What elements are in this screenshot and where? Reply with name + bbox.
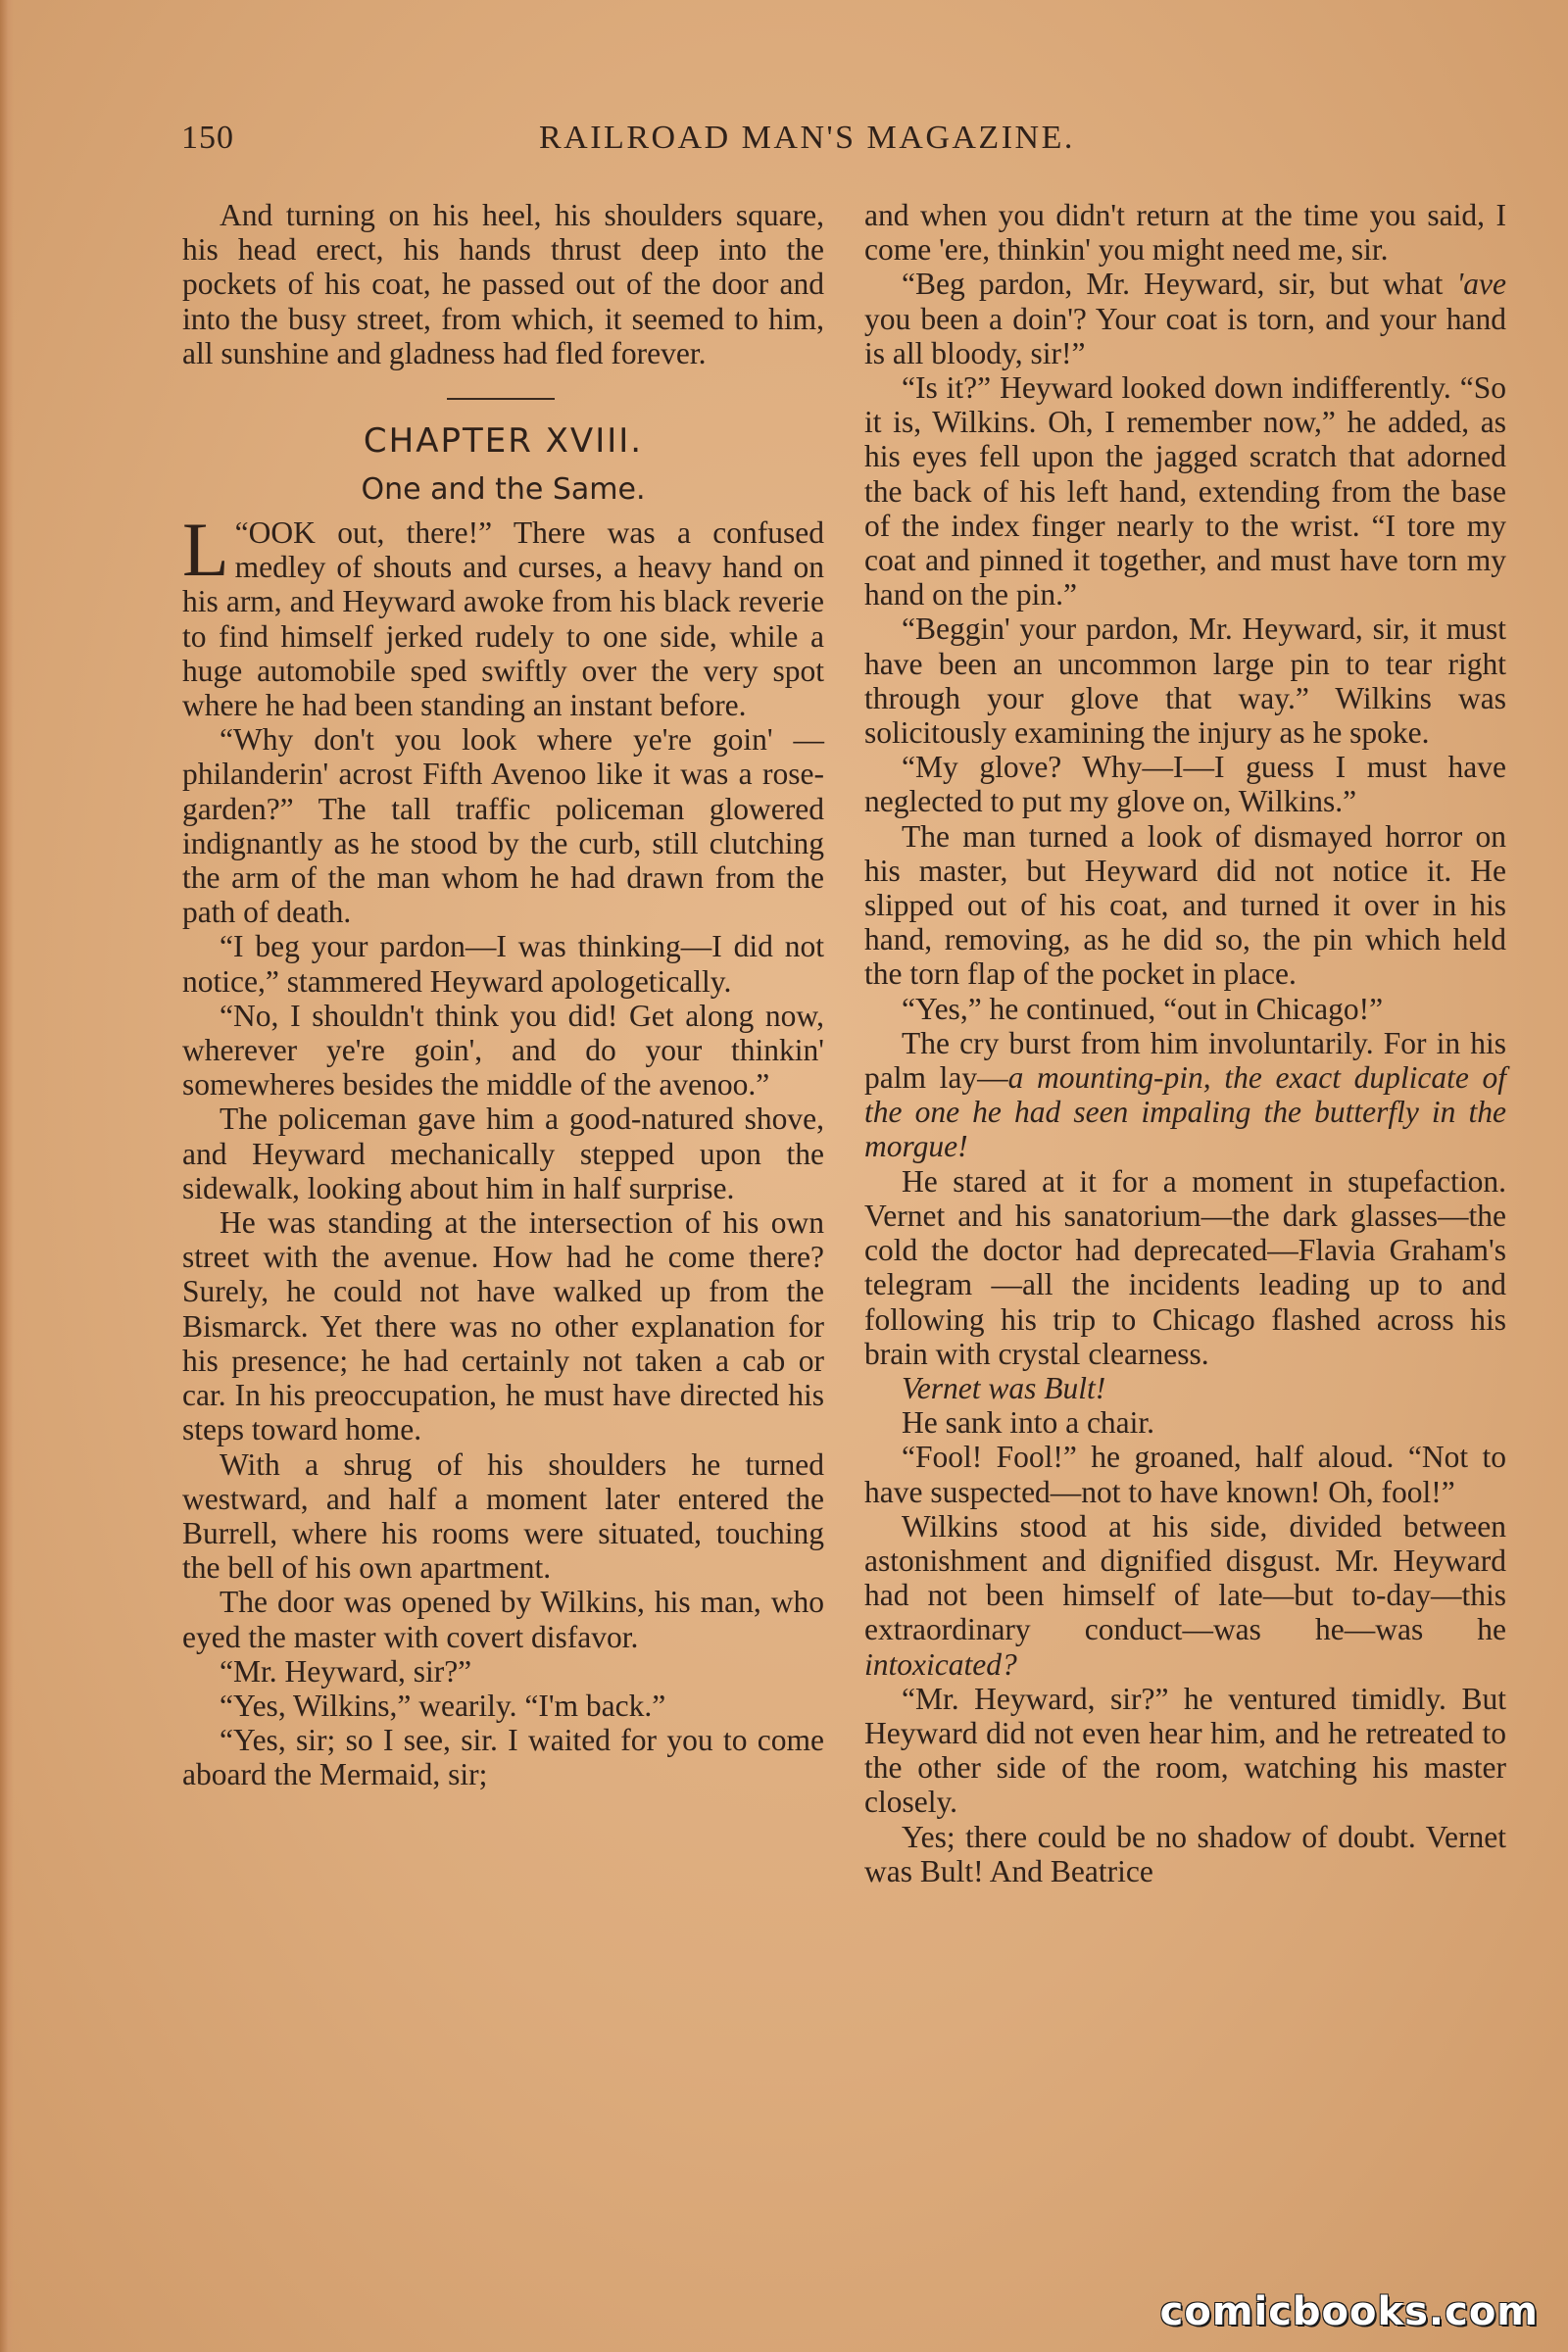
chapter-title: CHAPTER XVIII. — [363, 421, 644, 462]
right-column — [864, 198, 1506, 1888]
paragraph: “No, I shouldn't think you did! Get along now, wherever ye're goin', and do your thinkin' somewheres besides the middle of the avenoo.” — [182, 998, 824, 1102]
paragraph — [864, 267, 1506, 370]
opening-quote: “ — [234, 515, 249, 551]
paragraph: “Why don't you look where ye're goin' —philanderin' acrost Fifth Avenoo like it was a rose-garden?” The tall traffic policeman glowered indignantly as he stood by the curb, still clutching the arm of the man whom he had drawn from the path of death. — [182, 722, 824, 930]
paragraph: “Yes, sir; so I see, sir. I waited for you to come aboard the Mermaid, sir; — [182, 1723, 824, 1792]
page-number: 150 — [181, 120, 234, 156]
paragraph — [864, 1371, 1506, 1405]
paragraph: Yes; there could be no shadow of doubt. Vernet was Bult! And Beatrice — [864, 1819, 1506, 1888]
italic-text: 'ave — [1456, 267, 1506, 302]
section-divider — [182, 370, 824, 417]
paragraph: and when you didn't return at the time you said, I come 'ere, thinkin' you might need me, sir. — [864, 198, 1506, 268]
left-column — [182, 198, 824, 1792]
dropcap-paragraph-text: OOK out, there!” There was a confused medley of shouts and curses, a heavy hand on his arm, and Heyward awoke from his black reverie to find himself jerked rudely to one side, while a huge automobile sped swiftly over the very spot where he had been standing an instant before. — [182, 515, 824, 723]
paragraph: And turning on his heel, his shoulders square, his head erect, his hands thrust deep into the pockets of his coat, he passed out of the door and into the busy street, from which, it seemed to him, all sunshine and gladness had fled forever. — [182, 198, 824, 370]
page-spine-shadow — [0, 0, 14, 2352]
text-run: The cry burst from him involuntarily. For in his palm lay— — [864, 1025, 1506, 1096]
paragraph: “Yes,” he continued, “out in Chicago!” — [902, 991, 1384, 1026]
paragraph: “Is it?” Heyward looked down indifferently. “So it is, Wilkins. Oh, I remember now,” he added, as his eyes fell upon the jagged scratch that adorned the back of his left hand, extending from the base of the index finger nearly to the wrist. “I tore my coat and pinned it together, and must have torn my hand on the pin.” — [864, 370, 1506, 612]
paragraph: “My glove? Why—I—I guess I must have neglected to put my glove on, Wilkins.” — [864, 750, 1506, 819]
paragraph: He was standing at the intersection of his own street with the avenue. How had he come there? Surely, he could not have walked up from the Bismarck. Yet there was no other explanation for his presence; he had certainly not taken a cab or car. In his preoccupation, he must have directed his steps toward home. — [182, 1205, 824, 1447]
paragraph: “I beg your pardon—I was thinking—I did not notice,” stammered Heyward apologetically. — [182, 929, 824, 999]
text-run: you been a doin'? Your coat is torn, and your hand is all bloody, sir!” — [864, 301, 1506, 370]
italic-text: Vernet was Bult! — [902, 1370, 1106, 1405]
text-run: Wilkins stood at his side, divided between astonishment and dignified disgust. Mr. Heyward had not been himself of late—but to-day—this extraordinary conduct—was he—was he — [864, 1508, 1506, 1647]
paragraph — [864, 1026, 1506, 1164]
watermark-logo: comicbooks.com — [1159, 2289, 1539, 2334]
text-run: “Beg pardon, Mr. Heyward, sir, but what — [902, 267, 1457, 302]
paragraph: “Mr. Heyward, sir?” he ventured timidly. But Heyward did not even hear him, and he retreated to the other side of the room, watching his master closely. — [864, 1681, 1506, 1820]
drop-cap: L — [182, 507, 229, 593]
paragraph: “Mr. Heyward, sir?” — [220, 1653, 472, 1689]
paragraph: The door was opened by Wilkins, his man, who eyed the master with covert disfavor. — [182, 1585, 824, 1654]
paragraph: The man turned a look of dismayed horror on his master, but Heyward did not notice it. He slipped out of his coat, and turned it over in his hand, removing, as he did so, the pin which held the torn flap of the pocket in place. — [864, 818, 1506, 992]
paragraph: The policeman gave him a good-natured shove, and Heyward mechanically stepped upon the sidewalk, looking about him in half surprise. — [182, 1102, 824, 1205]
paragraph: With a shrug of his shoulders he turned westward, and half a moment later entered the Burrell, where his rooms were situated, touching the bell of his own apartment. — [182, 1446, 824, 1586]
dropcap-paragraph — [182, 507, 824, 723]
paragraph: “Fool! Fool!” he groaned, half aloud. “Not to have suspected—not to have known! Oh, fool!” — [864, 1440, 1506, 1509]
running-head: RAILROAD MAN'S MAGAZINE. — [539, 120, 1075, 156]
page-header — [181, 120, 1485, 169]
paragraph: He sank into a chair. — [902, 1405, 1155, 1441]
italic-text: a mounting-pin, the exact duplicate of the one he had seen impaling the butterfly in the morgue! — [864, 1060, 1507, 1164]
divider-rule — [447, 398, 555, 400]
paragraph: “Beggin' your pardon, Mr. Heyward, sir, it must have been an uncommon large pin to tear right through your glove that way.” Wilkins was solicitously examining the injury as he spoke. — [864, 612, 1506, 751]
paragraph: He stared at it for a moment in stupefaction. Vernet and his sanatorium—the dark glasses—the cold the doctor had deprecated—Flavia Graham's telegram —all the incidents leading up to and following his trip to Chicago flashed across his brain with crystal clearness. — [864, 1163, 1506, 1371]
paragraph — [864, 1509, 1506, 1682]
chapter-subtitle: One and the Same. — [361, 472, 646, 508]
paragraph: “Yes, Wilkins,” wearily. “I'm back.” — [220, 1688, 666, 1723]
italic-text: intoxicated? — [864, 1646, 1017, 1682]
